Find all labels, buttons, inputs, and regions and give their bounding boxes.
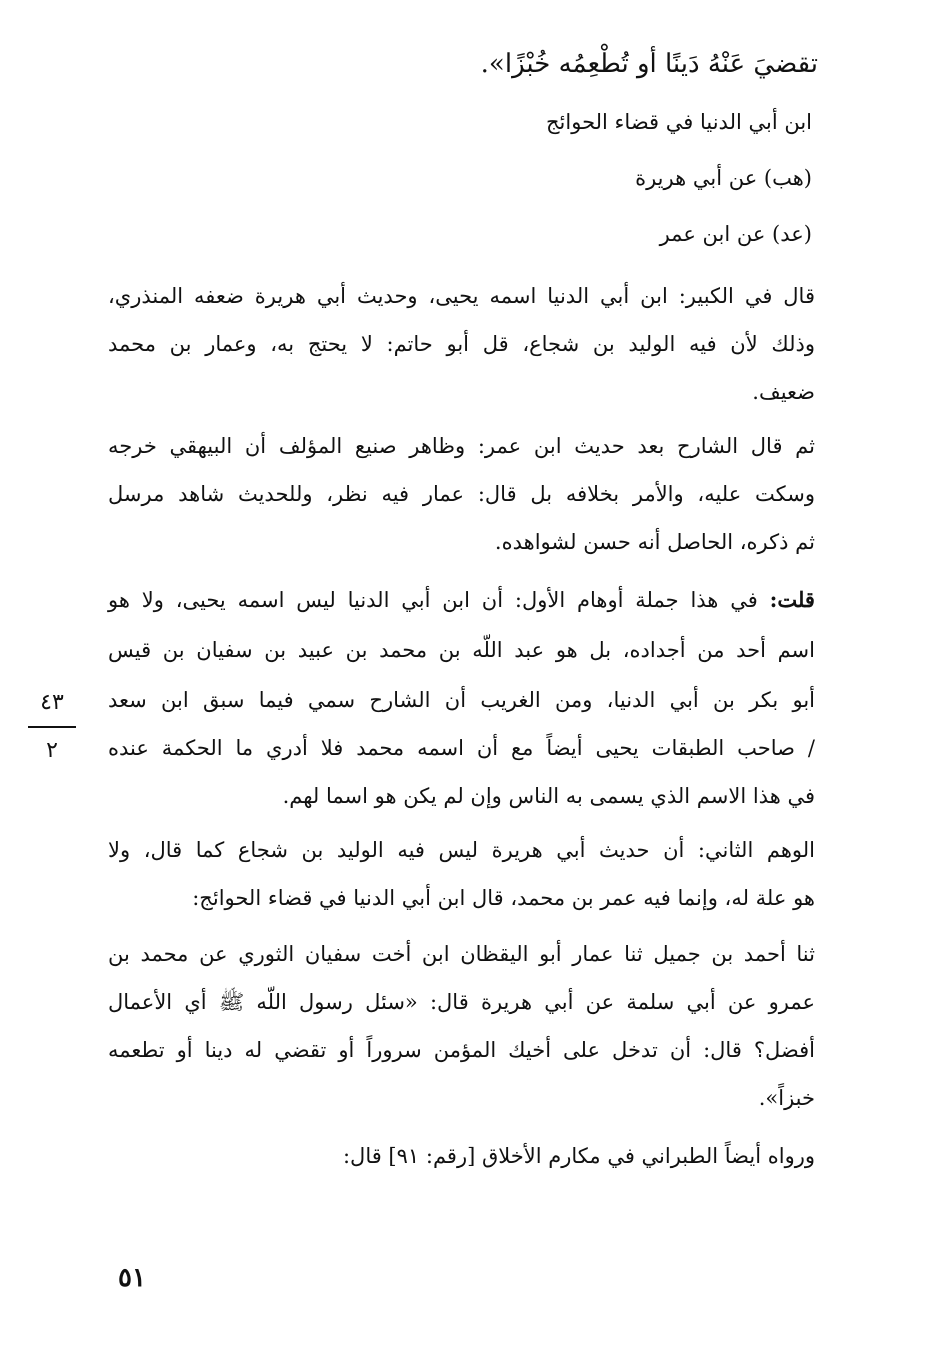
- source-line-1: ابن أبي الدنيا في قضاء الحوائج: [546, 110, 812, 134]
- source-line-3: (عد) عن ابن عمر: [659, 222, 812, 246]
- folio-number: ٤٣: [40, 690, 64, 715]
- paragraph-2-line-1: ثم قال الشارح بعد حديث ابن عمر: وظاهر صنيع المؤلف أن البيهقي خرجه: [108, 434, 815, 458]
- paragraph-5-line-1: ثنا أحمد بن جميل ثنا عمار أبو اليقظان ابن أخت سفيان الثوري عن محمد بن: [108, 942, 815, 966]
- paragraph-3-line-2: اسم أحد من أجداده، بل هو عبد اللّه بن محمد بن عبيد بن سفيان بن قيس: [108, 638, 815, 662]
- lead-word: قلت:: [769, 587, 815, 612]
- paragraph-4-line-2: هو علة له، وإنما فيه عمر بن محمد، قال ابن أبي الدنيا في قضاء الحوائج:: [192, 886, 815, 910]
- paragraph-6-line-1: ورواه أيضاً الطبراني في مكارم الأخلاق [رقم: ٩١] قال:: [342, 1144, 815, 1168]
- paragraph-5-line-4: خبزاً».: [758, 1086, 815, 1110]
- paragraph-1-line-2: وذلك لأن فيه الوليد بن شجاع، قل أبو حاتم: لا يحتج به، وعمار بن محمد: [108, 332, 815, 356]
- paragraph-3-line-1-text: في هذا جملة أوهام الأول: أن ابن أبي الدنيا ليس اسمه يحيى، ولا هو: [108, 588, 758, 612]
- manuscript-folio-marker: [22, 688, 82, 766]
- paragraph-4-line-1: الوهم الثاني: أن حديث أبي هريرة ليس فيه الوليد بن شجاع كما قال، ولا: [108, 838, 815, 862]
- source-line-2: (هب) عن أبي هريرة: [635, 166, 812, 190]
- paragraph-2-line-2: وسكت عليه، والأمر بخلافه بل قال: عمار فيه نظر، وللحديث شاهد مرسل: [108, 482, 815, 506]
- paragraph-5-line-3: أفضل؟ قال: أن تدخل على أخيك المؤمن سروراً أو تقضي له دينا أو تطعمه: [108, 1038, 815, 1062]
- paragraph-3-line-4: / صاحب الطبقات يحيى أيضاً مع أن اسمه محمد فلا أدري ما الحكمة عنده: [108, 736, 815, 760]
- paragraph-3-line-1: [108, 580, 815, 620]
- page-number: ٥١: [118, 1263, 146, 1293]
- folio-side: ٢: [46, 738, 58, 763]
- paragraph-1-line-1: قال في الكبير: ابن أبي الدنيا اسمه يحيى، وحديث أبي هريرة ضعفه المنذري،: [108, 284, 815, 308]
- paragraph-3-line-3: أبو بكر بن أبي الدنيا، ومن الغريب أن الشارح سمي فيما سبق ابن سعد: [108, 688, 815, 712]
- paragraph-2-line-3: ثم ذكره، الحاصل أنه حسن لشواهده.: [494, 530, 815, 554]
- paragraph-1-line-3: ضعيف.: [752, 380, 815, 404]
- folio-divider: [28, 726, 76, 728]
- paragraph-3-line-5: في هذا الاسم الذي يسمى به الناس وإن لم يكن هو اسما لهم.: [282, 784, 815, 808]
- paragraph-5-line-2: عمرو عن أبي سلمة عن أبي هريرة قال: «سئل رسول اللّه ﷺ أي الأعمال: [108, 990, 815, 1014]
- text-line-1: تقضيَ عَنْهُ دَينًا أو تُطْعِمُه خُبْزًا».: [480, 49, 818, 79]
